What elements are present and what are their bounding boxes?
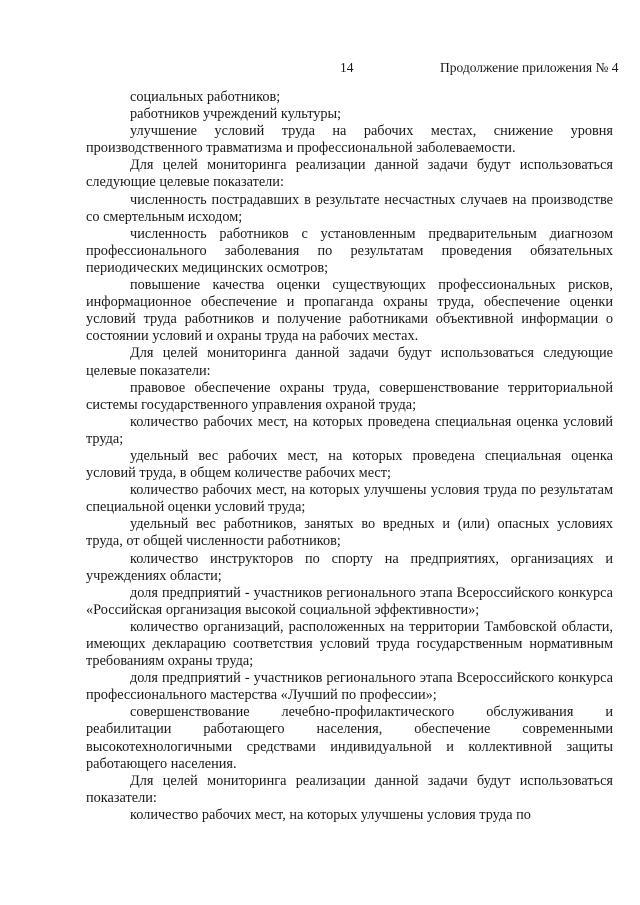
paragraph: работников учреждений культуры; bbox=[130, 106, 342, 123]
paragraph: Для целей мониторинга реализации данной задачи будут использоваться следующие целевые показатели: bbox=[86, 157, 613, 191]
paragraph: повышение качества оценки существующих профессиональных рисков, информационное обеспечение и пропаганда охраны труда, обеспечение оценки условий труда работников и получение работниками объективной информации о состоянии условий и охраны труда на рабочих местах. bbox=[86, 277, 613, 345]
paragraph: доля предприятий - участников регионального этапа Всероссийского конкурса «Российская организация высокой социальной эффективности»; bbox=[86, 584, 613, 618]
paragraph: количество рабочих мест, на которых улучшены условия труда по bbox=[130, 806, 531, 823]
paragraph: количество организаций, расположенных на территории Тамбовской области, имеющих декларацию соответствия условий труда государственным нормативным требованиям охраны труда; bbox=[86, 618, 613, 670]
paragraph: удельный вес работников, занятых во вредных и (или) опасных условиях труда, от общей численности работников; bbox=[86, 516, 613, 550]
paragraph: улучшение условий труда на рабочих местах, снижение уровня производственного травматизма и профессиональной заболеваемости. bbox=[86, 123, 613, 157]
body-text bbox=[86, 89, 613, 824]
paragraph: доля предприятий - участников регионального этапа Всероссийского конкурса профессионального мастерства «Лучший по профессии»; bbox=[86, 670, 613, 704]
paragraph: Для целей мониторинга данной задачи будут использоваться следующие целевые показатели: bbox=[86, 345, 613, 379]
paragraph: Для целей мониторинга реализации данной задачи будут использоваться показатели: bbox=[86, 772, 613, 806]
page-number: 14 bbox=[340, 60, 354, 75]
paragraph: социальных работников; bbox=[130, 89, 281, 105]
paragraph: количество рабочих мест, на которых проведена специальная оценка условий труда; bbox=[86, 413, 613, 447]
paragraph: численность пострадавших в результате несчастных случаев на производстве со смертельным исходом; bbox=[86, 191, 613, 225]
appendix-continuation-label: Продолжение приложения № 4 bbox=[440, 60, 619, 75]
paragraph: совершенствование лечебно-профилактического обслуживания и реабилитации работающего населения, обеспечение современными высокотехнологичными средствами индивидуальной и коллективной защиты работающего населения. bbox=[86, 704, 613, 772]
paragraph: численность работников с установленным предварительным диагнозом профессионального заболевания по результатам проведения обязательных периодических медицинских осмотров; bbox=[86, 225, 613, 276]
paragraph: удельный вес рабочих мест, на которых проведена специальная оценка условий труда, в общем количестве рабочих мест; bbox=[86, 447, 613, 482]
paragraph: количество рабочих мест, на которых улучшены условия труда по результатам специальной оценки условий труда; bbox=[86, 482, 613, 516]
paragraph: количество инструкторов по спорту на предприятиях, организациях и учреждениях области; bbox=[86, 550, 613, 584]
paragraph: правовое обеспечение охраны труда, совершенствование территориальной системы государственного управления охраной труда; bbox=[86, 379, 613, 413]
